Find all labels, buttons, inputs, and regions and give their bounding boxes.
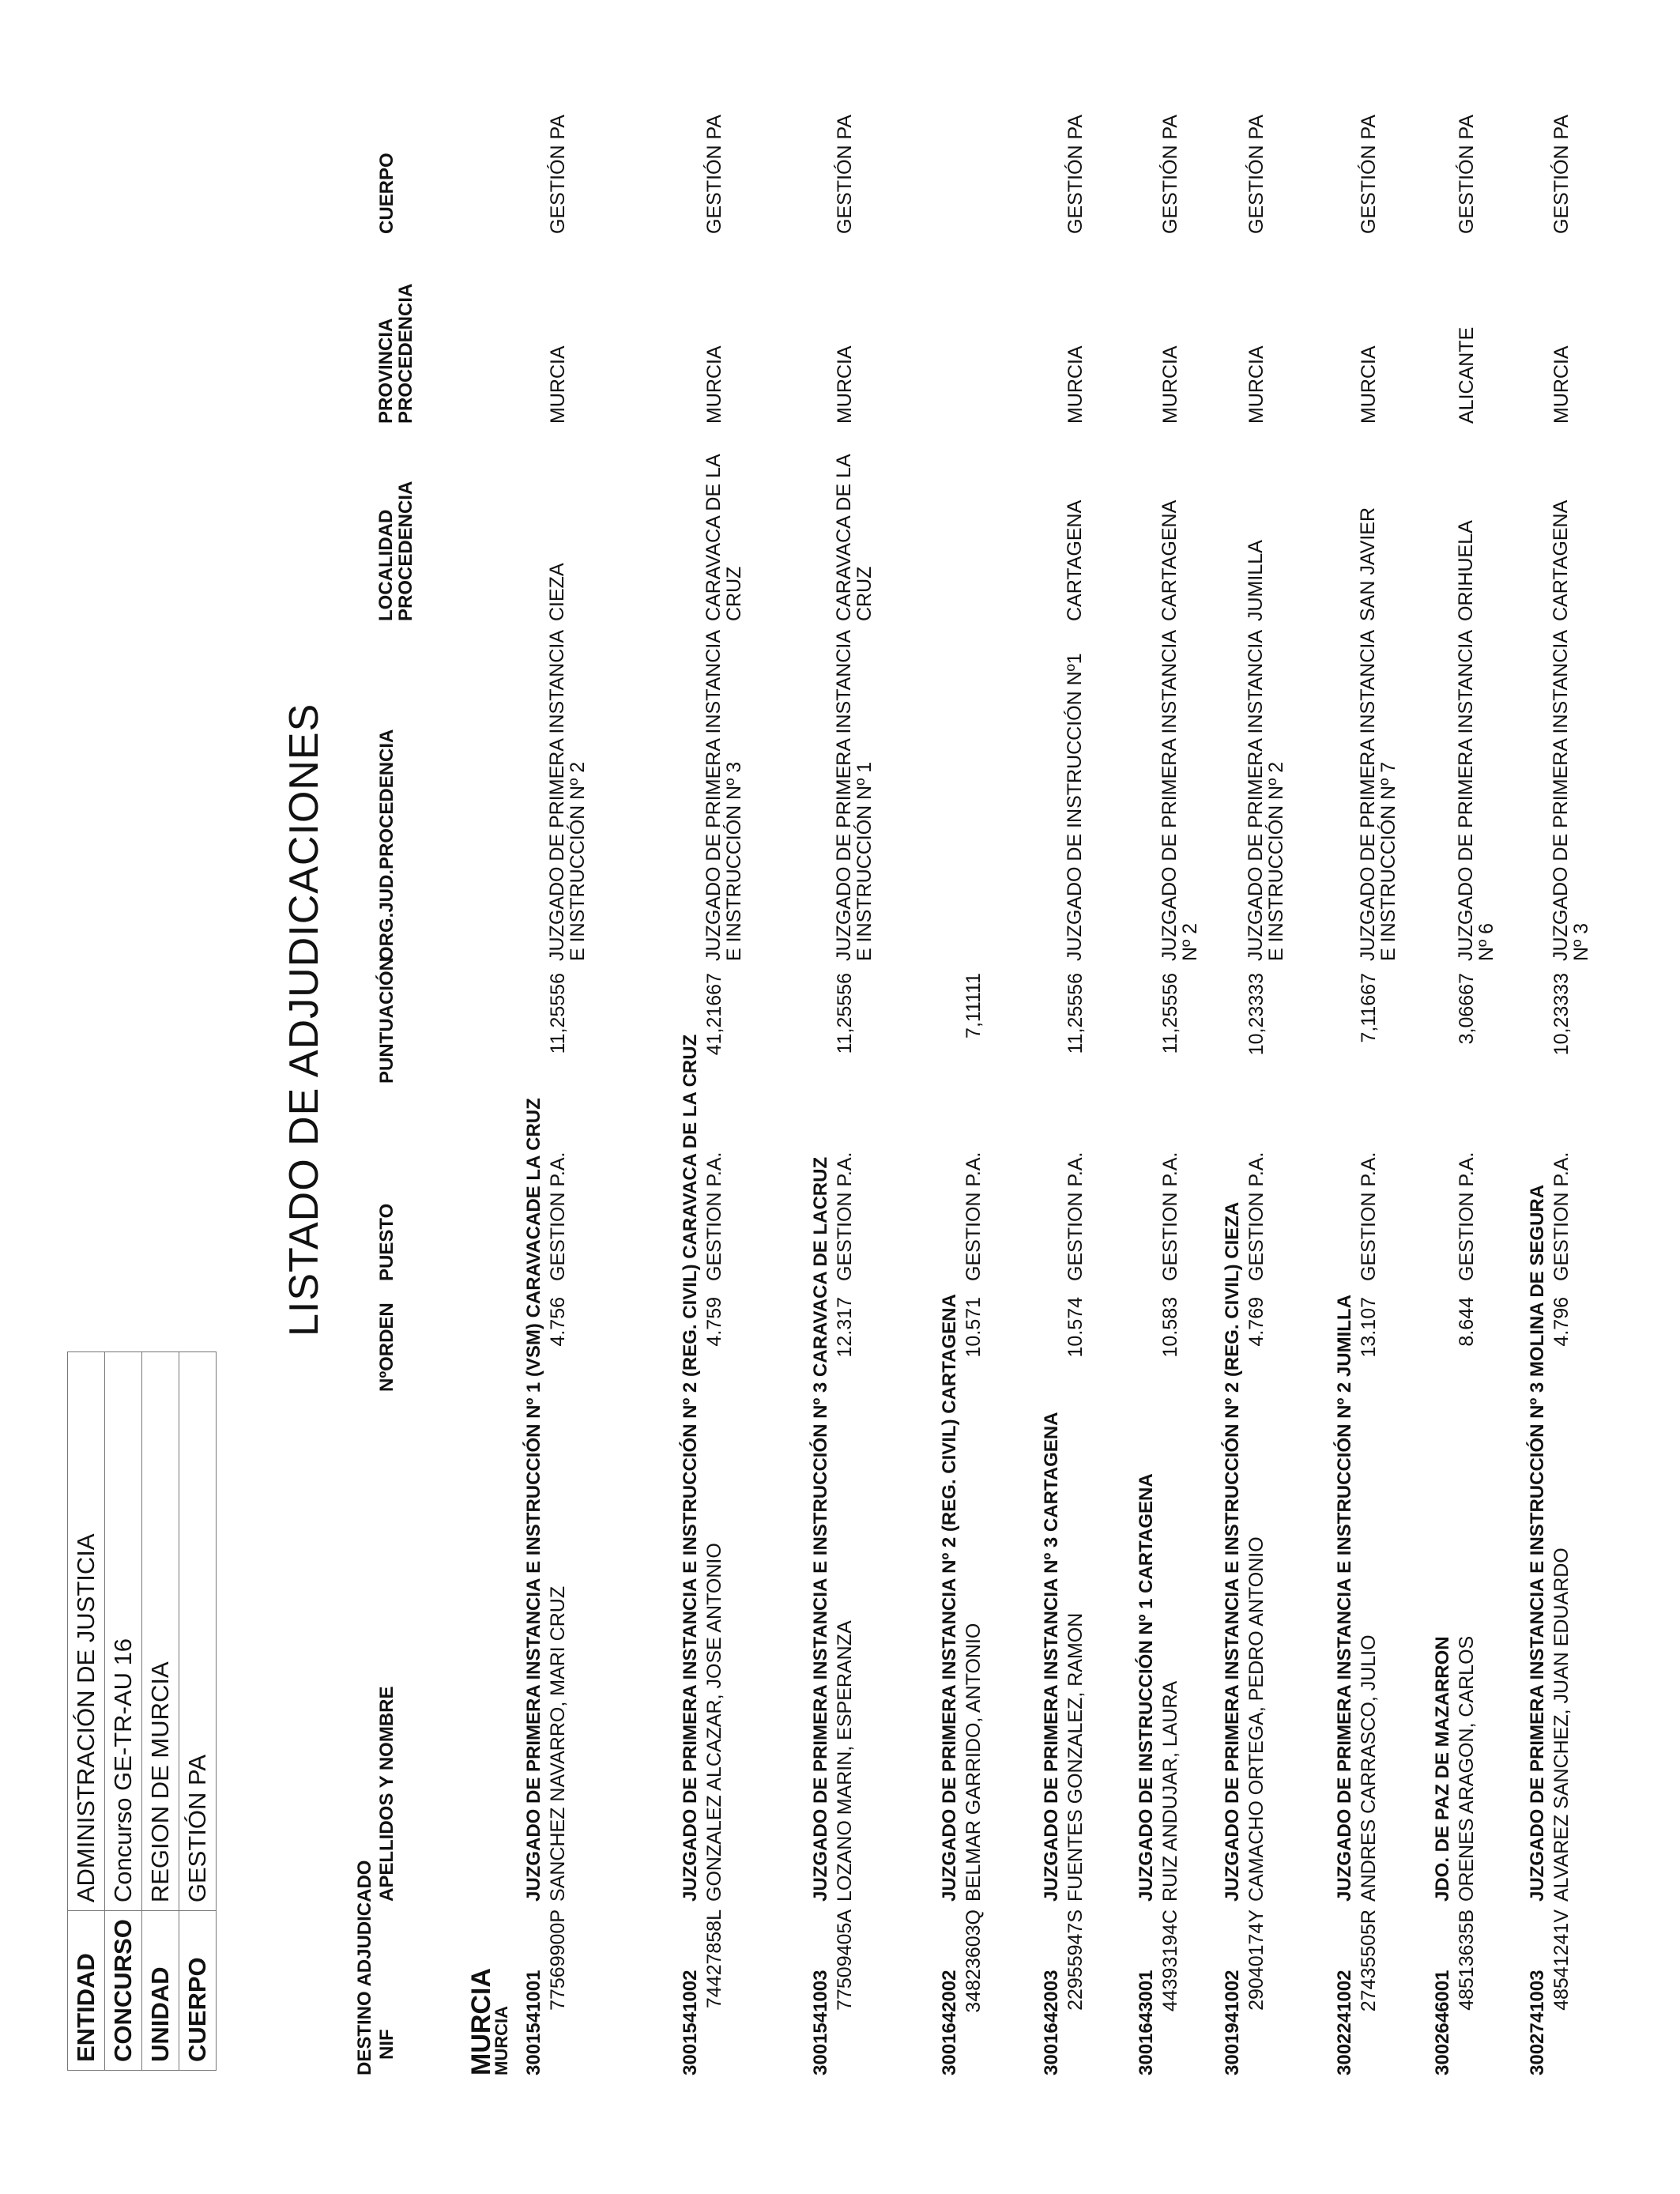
cuerpo-cell: GESTIÓN PA [834,115,856,234]
orden-cell: 10.583 [1159,1297,1181,1358]
name-cell: LOZANO MARIN, ESPERANZA [834,1620,856,1902]
cuerpo-cell: GESTIÓN PA [1358,115,1380,234]
name-cell: CAMACHO ORTEGA, PEDRO ANTONIO [1245,1536,1268,1902]
org-cell: JUZGADO DE PRIMERA INSTANCIA E INSTRUCCIÓN Nº 2 [1245,631,1287,961]
provincia-cell: MURCIA [834,345,856,424]
puesto-cell: GESTION P.A. [1456,1152,1478,1281]
orden-cell: 4.796 [1550,1297,1573,1347]
nif-cell: 27435505R [1358,1909,1380,2012]
puesto-cell: GESTION P.A. [1245,1152,1268,1281]
destino-code: 3001541002 [680,1970,701,2075]
orden-cell: 4.756 [547,1297,569,1347]
localidad-cell: CARTAGENA [1550,499,1572,621]
info-row [105,1352,142,2071]
page-title: LISTADO DE ADJUDICACIONES [281,703,327,1336]
destino-court: JUZGADO DE PRIMERA INSTANCIA E INSTRUCCIÓN Nº 2 (REG. CIVIL) CIEZA [1222,1201,1243,1902]
localidad-cell: CIEZA [546,563,568,621]
header-cuerpo: CUERPO [376,153,397,234]
localidad-cell: JUMILLA [1245,540,1267,621]
cuerpo-cell: GESTIÓN PA [703,115,725,234]
nif-cell: 44393194C [1159,1909,1181,2012]
org-cell: JUZGADO DE PRIMERA INSTANCIA Nº 6 [1455,631,1497,961]
name-cell: RUIZ ANDUJAR, LAURA [1159,1680,1181,1902]
name-cell: FUENTES GONZALEZ, RAMON [1064,1612,1087,1902]
puesto-cell: GESTION P.A. [962,1152,985,1281]
info-row [179,1352,217,2071]
destino-code: 3001541001 [523,1970,544,2075]
puesto-cell: GESTION P.A. [834,1152,856,1281]
org-cell: JUZGADO DE PRIMERA INSTANCIA E INSTRUCCIÓN Nº 2 [546,631,589,961]
org-cell: JUZGADO DE PRIMERA INSTANCIA E INSTRUCCIÓN Nº 1 [833,631,876,961]
puntuacion-cell: 10,23333 [1550,973,1573,1056]
puntuacion-cell: 10,23333 [1245,973,1268,1056]
puesto-cell: GESTION P.A. [1550,1152,1573,1281]
orden-cell: 12.317 [834,1297,856,1358]
info-label: CONCURSO [105,1911,142,2071]
org-cell: JUZGADO DE PRIMERA INSTANCIA E INSTRUCCIÓN Nº 3 [703,631,745,961]
provincia-cell: MURCIA [1159,345,1181,424]
destino-code: 3001642002 [939,1970,960,2075]
org-cell: JUZGADO DE PRIMERA INSTANCIA Nº 3 [1550,631,1592,961]
puesto-cell: GESTION P.A. [1159,1152,1181,1281]
header-apellidos: APELLIDOS Y NOMBRE [376,1686,397,1902]
puntuacion-cell: 11,25556 [834,973,856,1054]
nif-cell: 48513635B [1456,1909,1478,2011]
provincia-cell: MURCIA [547,345,569,424]
provincia-cell: ALICANTE [1456,326,1478,424]
destino-code: 3002646001 [1432,1970,1453,2075]
provincia-cell: MURCIA [1064,345,1087,424]
destino-code: 3001541003 [810,1970,831,2075]
puesto-cell: GESTION P.A. [703,1152,725,1281]
provincia-cell: MURCIA [703,345,725,424]
info-value: GESTIÓN PA [179,1352,217,1911]
puntuacion-cell: 3,06667 [1456,973,1478,1045]
localidad-cell: ORIHUELA [1455,520,1477,621]
info-value: REGION DE MURCIA [142,1352,179,1911]
header-destino: DESTINO ADJUDICADO [354,1860,375,2075]
name-cell: ORENES ARAGON, CARLOS [1456,1635,1478,1902]
name-cell: ALVAREZ SANCHEZ, JUAN EDUARDO [1550,1547,1573,1902]
provincia-cell: MURCIA [1245,345,1268,424]
localidad-cell: CARAVACA DE LA CRUZ [703,454,745,621]
info-value: Concurso GE-TR-AU 16 [105,1352,142,1911]
name-cell: GONZALEZ ALCAZAR, JOSE ANTONIO [703,1543,725,1902]
cuerpo-cell: GESTIÓN PA [1245,115,1268,234]
provincia-cell: MURCIA [1358,345,1380,424]
nif-cell: 34823603Q [962,1909,985,2013]
destino-code: 3002741003 [1527,1970,1548,2075]
destino-code: 3001643001 [1136,1970,1157,2075]
header-norden: NºORDEN [376,1302,397,1392]
localidad-cell: CARAVACA DE LA CRUZ [833,454,876,621]
destino-code: 3002241002 [1334,1970,1355,2075]
name-cell: BELMAR GARRIDO, ANTONIO [962,1623,985,1902]
info-value: ADMINISTRACIÓN DE JUSTICIA [68,1352,105,1911]
org-cell: JUZGADO DE INSTRUCCIÓN Nº1 [1064,653,1086,961]
org-cell: JUZGADO DE PRIMERA INSTANCIA E INSTRUCCIÓN Nº 7 [1357,631,1399,961]
header-localidad: LOCALIDAD PROCEDENCIA [375,481,416,621]
provincia-cell: MURCIA [1550,345,1573,424]
nif-cell: 74427858L [703,1909,725,2009]
destino-court: JUZGADO DE PRIMERA INSTANCIA E INSTRUCCIÓN Nº 2 JUMILLA [1334,1295,1355,1902]
info-label: ENTIDAD [68,1911,105,2071]
destino-court: JUZGADO DE PRIMERA INSTANCIA E INSTRUCCIÓN Nº 1 (VSM) CARAVACADE LA CRUZ [523,1098,544,1902]
orden-cell: 10.571 [962,1297,985,1358]
subregion-heading: MURCIA [492,2006,511,2075]
puntuacion-cell: 7,11111 [962,973,985,1039]
header-nif: NIF [376,2029,397,2060]
destino-court: JDO. DE PAZ DE MAZARRON [1432,1636,1453,1902]
puntuacion-cell: 11,25556 [1159,973,1181,1054]
orden-cell: 8.644 [1456,1297,1478,1347]
destino-court: JUZGADO DE PRIMERA INSTANCIA Nº 2 (REG. CIVIL) CARTAGENA [939,1294,960,1902]
puesto-cell: GESTION P.A. [1358,1152,1380,1281]
info-row [142,1352,179,2071]
localidad-cell: CARTAGENA [1158,499,1181,621]
region-heading: MURCIA [466,1968,496,2075]
info-label: UNIDAD [142,1911,179,2071]
destino-court: JUZGADO DE INSTRUCCIÓN Nº 1 CARTAGENA [1136,1473,1157,1902]
cuerpo-cell: GESTIÓN PA [1550,115,1573,234]
cuerpo-cell: GESTIÓN PA [1159,115,1181,234]
destino-court: JUZGADO DE PRIMERA INSTANCIA Nº 3 CARTAGENA [1041,1412,1062,1902]
nif-cell: 48541241V [1550,1909,1573,2011]
destino-code: 3001941002 [1222,1970,1243,2075]
orden-cell: 4.769 [1245,1297,1268,1347]
name-cell: ANDRES CARRASCO, JULIO [1358,1634,1380,1902]
orden-cell: 10.574 [1064,1297,1087,1358]
info-row [68,1352,105,2071]
nif-cell: 77569900P [547,1909,569,2011]
nif-cell: 77509405A [834,1909,856,2011]
puntuacion-cell: 41,21667 [703,973,725,1056]
puntuacion-cell: 11,25556 [1064,973,1087,1054]
header-puntuacion: PUNTUACIÓN [376,957,397,1084]
destino-court: JUZGADO DE PRIMERA INSTANCIA E INSTRUCCIÓN Nº 3 MOLINA DE SEGURA [1527,1184,1548,1902]
puesto-cell: GESTION P.A. [1064,1152,1087,1281]
cuerpo-cell: GESTIÓN PA [547,115,569,234]
cuerpo-cell: GESTIÓN PA [1064,115,1087,234]
puntuacion-cell: 7,11667 [1358,973,1380,1043]
orden-cell: 13.107 [1358,1297,1380,1358]
nif-cell: 29040174Y [1245,1909,1268,2011]
localidad-cell: CARTAGENA [1064,499,1086,621]
puesto-cell: GESTION P.A. [547,1152,569,1281]
header-provincia: PROVINCIA PROCEDENCIA [375,283,416,424]
cuerpo-cell: GESTIÓN PA [1456,115,1478,234]
puntuacion-cell: 11,25556 [547,973,569,1054]
nif-cell: 22955947S [1064,1909,1087,2011]
info-table [67,1351,217,2071]
destino-court: JUZGADO DE PRIMERA INSTANCIA E INSTRUCCIÓN Nº 3 CARAVACA DE LACRUZ [810,1156,831,1902]
header-org: ORG.JUD.PROCEDENCIA [376,729,397,961]
destino-code: 3001642003 [1041,1970,1062,2075]
info-label: CUERPO [179,1911,217,2071]
destino-court: JUZGADO DE PRIMERA INSTANCIA E INSTRUCCIÓN Nº 2 (REG. CIVIL) CARAVACA DE LA CRUZ [680,1034,701,1902]
header-puesto: PUESTO [376,1203,397,1281]
name-cell: SANCHEZ NAVARRO, MARI CRUZ [547,1585,569,1902]
orden-cell: 4.759 [703,1297,725,1347]
org-cell: JUZGADO DE PRIMERA INSTANCIA Nº 2 [1158,631,1201,961]
localidad-cell: SAN JAVIER [1357,507,1379,621]
